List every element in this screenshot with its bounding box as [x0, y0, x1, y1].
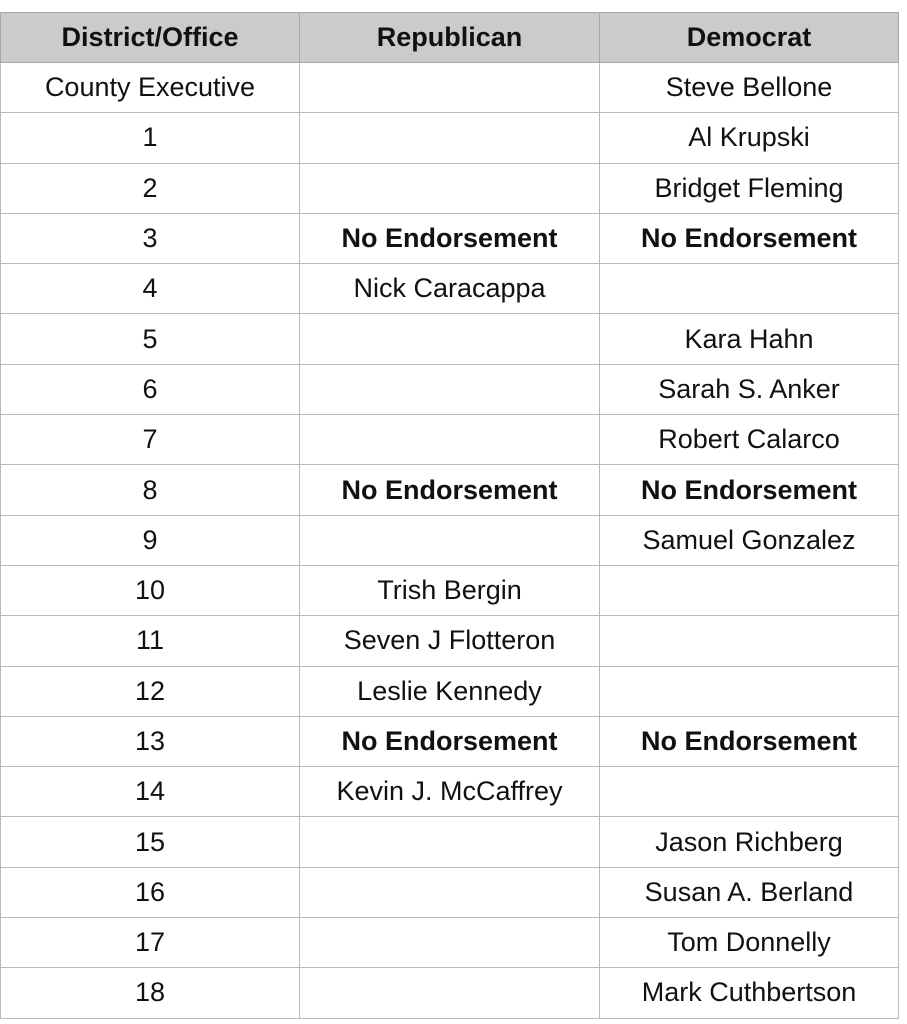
- democrat-cell: [600, 666, 899, 716]
- district-cell: 8: [1, 465, 300, 515]
- republican-cell: No Endorsement: [300, 716, 600, 766]
- republican-cell: [300, 415, 600, 465]
- table-row: [1, 213, 899, 263]
- republican-cell: Leslie Kennedy: [300, 666, 600, 716]
- democrat-cell: Samuel Gonzalez: [600, 515, 899, 565]
- table-row: [1, 63, 899, 113]
- table-row: [1, 716, 899, 766]
- table-header: [1, 13, 899, 63]
- republican-cell: Trish Bergin: [300, 565, 600, 615]
- democrat-cell: Mark Cuthbertson: [600, 968, 899, 1018]
- republican-cell: [300, 364, 600, 414]
- table-row: [1, 415, 899, 465]
- district-cell: 11: [1, 616, 300, 666]
- district-cell: 15: [1, 817, 300, 867]
- district-cell: 17: [1, 918, 300, 968]
- endorsement-table-container: [0, 12, 898, 1019]
- district-cell: 5: [1, 314, 300, 364]
- republican-cell: Kevin J. McCaffrey: [300, 767, 600, 817]
- democrat-cell: No Endorsement: [600, 213, 899, 263]
- democrat-cell: Tom Donnelly: [600, 918, 899, 968]
- header-district-office: District/Office: [1, 13, 300, 63]
- table-row: [1, 163, 899, 213]
- democrat-cell: Al Krupski: [600, 113, 899, 163]
- endorsement-table: [0, 12, 899, 1019]
- table-row: [1, 465, 899, 515]
- democrat-cell: Steve Bellone: [600, 63, 899, 113]
- district-cell: 14: [1, 767, 300, 817]
- democrat-cell: Kara Hahn: [600, 314, 899, 364]
- democrat-cell: [600, 616, 899, 666]
- district-cell: 7: [1, 415, 300, 465]
- district-cell: 18: [1, 968, 300, 1018]
- republican-cell: [300, 63, 600, 113]
- district-cell: 9: [1, 515, 300, 565]
- table-row: [1, 767, 899, 817]
- district-cell: 4: [1, 264, 300, 314]
- democrat-cell: [600, 264, 899, 314]
- district-cell: 6: [1, 364, 300, 414]
- table-body: [1, 63, 899, 1019]
- header-republican: Republican: [300, 13, 600, 63]
- header-row: [1, 13, 899, 63]
- table-row: [1, 666, 899, 716]
- republican-cell: No Endorsement: [300, 465, 600, 515]
- democrat-cell: Jason Richberg: [600, 817, 899, 867]
- democrat-cell: [600, 565, 899, 615]
- table-row: [1, 867, 899, 917]
- democrat-cell: Robert Calarco: [600, 415, 899, 465]
- district-cell: County Executive: [1, 63, 300, 113]
- district-cell: 2: [1, 163, 300, 213]
- table-row: [1, 113, 899, 163]
- republican-cell: [300, 314, 600, 364]
- democrat-cell: Sarah S. Anker: [600, 364, 899, 414]
- republican-cell: [300, 918, 600, 968]
- header-democrat: Democrat: [600, 13, 899, 63]
- table-row: [1, 918, 899, 968]
- republican-cell: [300, 163, 600, 213]
- democrat-cell: [600, 767, 899, 817]
- table-row: [1, 817, 899, 867]
- democrat-cell: Susan A. Berland: [600, 867, 899, 917]
- democrat-cell: No Endorsement: [600, 465, 899, 515]
- republican-cell: Nick Caracappa: [300, 264, 600, 314]
- district-cell: 12: [1, 666, 300, 716]
- republican-cell: [300, 113, 600, 163]
- democrat-cell: Bridget Fleming: [600, 163, 899, 213]
- republican-cell: [300, 867, 600, 917]
- republican-cell: [300, 515, 600, 565]
- district-cell: 13: [1, 716, 300, 766]
- table-row: [1, 968, 899, 1018]
- table-row: [1, 616, 899, 666]
- table-row: [1, 264, 899, 314]
- district-cell: 16: [1, 867, 300, 917]
- democrat-cell: No Endorsement: [600, 716, 899, 766]
- district-cell: 3: [1, 213, 300, 263]
- table-row: [1, 565, 899, 615]
- district-cell: 10: [1, 565, 300, 615]
- district-cell: 1: [1, 113, 300, 163]
- republican-cell: [300, 817, 600, 867]
- republican-cell: No Endorsement: [300, 213, 600, 263]
- republican-cell: [300, 968, 600, 1018]
- republican-cell: Seven J Flotteron: [300, 616, 600, 666]
- table-row: [1, 364, 899, 414]
- table-row: [1, 314, 899, 364]
- table-row: [1, 515, 899, 565]
